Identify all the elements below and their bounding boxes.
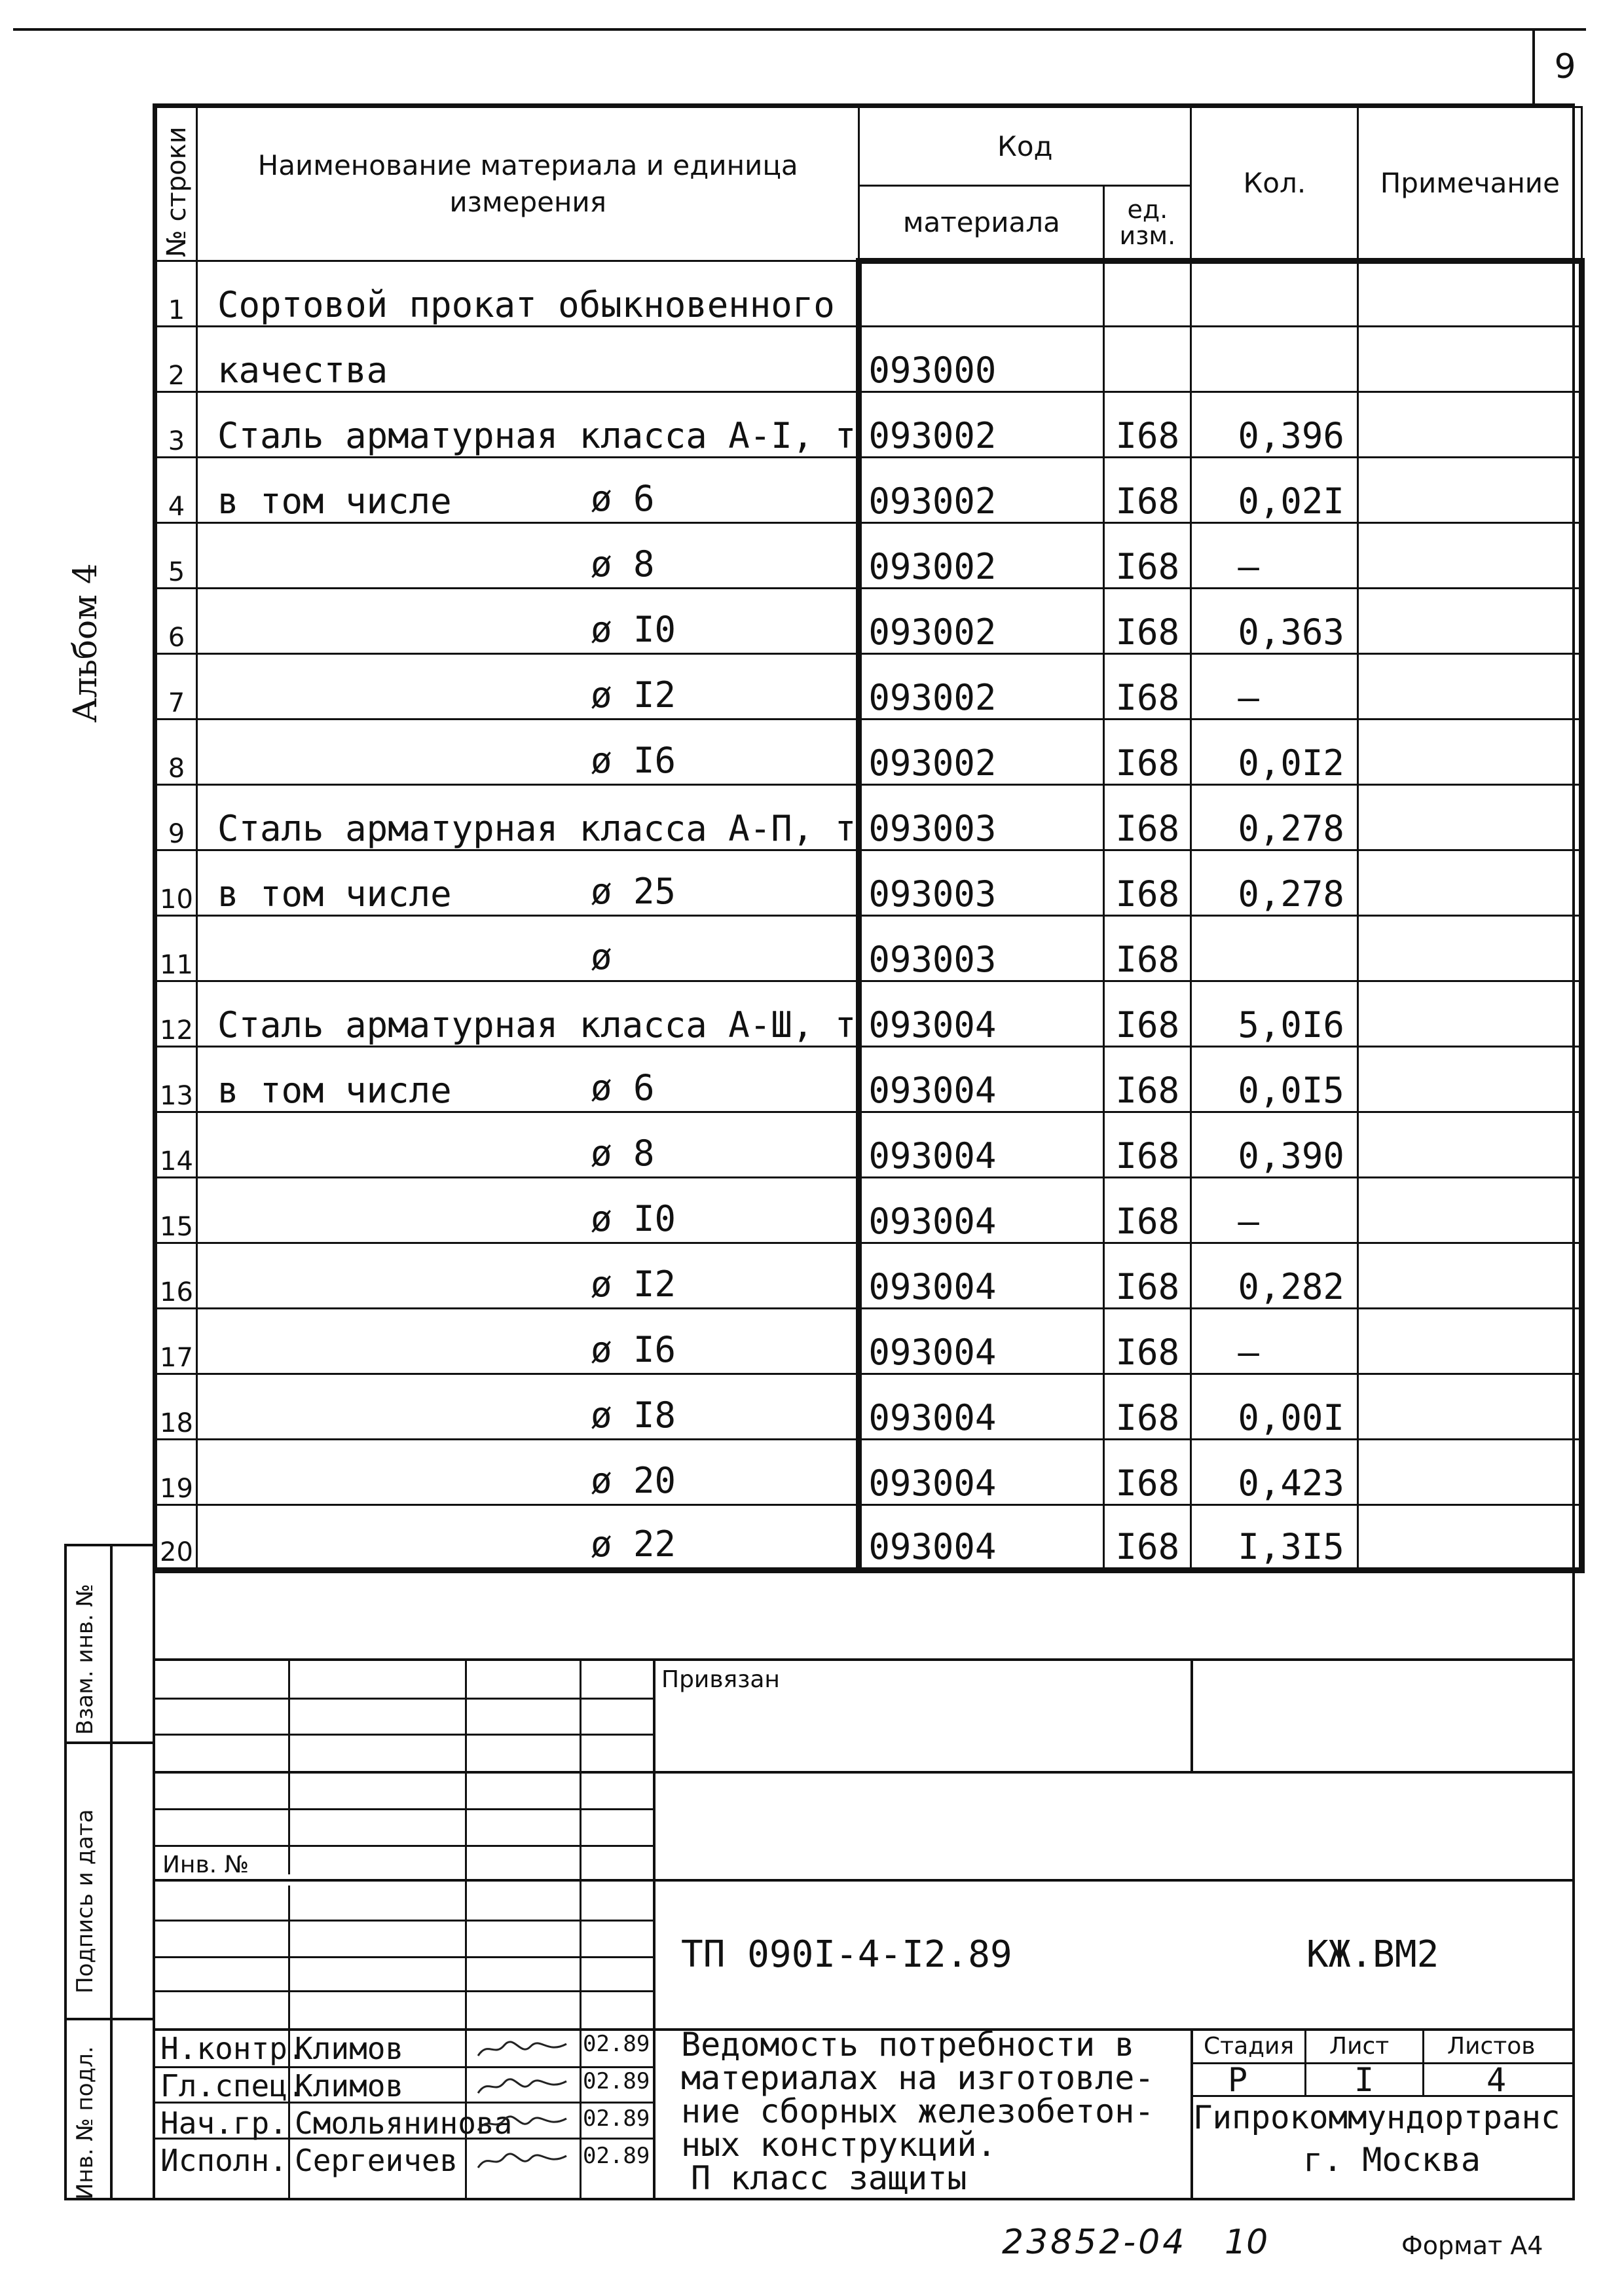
sheets-value: 4 bbox=[1486, 2061, 1507, 2099]
row-unit: I68 bbox=[1104, 1505, 1191, 1571]
table-row bbox=[157, 261, 1582, 327]
row-note bbox=[1358, 1047, 1582, 1112]
row-name: качества bbox=[197, 327, 859, 392]
row-note bbox=[1358, 654, 1582, 720]
row-unit: I68 bbox=[1104, 1047, 1191, 1112]
row-qty: 0,0I2 bbox=[1191, 720, 1358, 785]
table-row bbox=[157, 1243, 1582, 1309]
table-row bbox=[157, 589, 1582, 654]
tb-vline bbox=[1304, 2028, 1306, 2095]
row-qty: 0,363 bbox=[1191, 589, 1358, 654]
row-qty: – bbox=[1191, 1309, 1358, 1374]
row-qty: 0,278 bbox=[1191, 850, 1358, 916]
row-qty: 0,396 bbox=[1191, 392, 1358, 458]
header-name: Наименование материала и единица измерения bbox=[197, 107, 859, 261]
row-diameter: ø 8 bbox=[591, 543, 655, 585]
header-code-material: материала bbox=[859, 186, 1104, 261]
privyazan-label: Привязан bbox=[661, 1666, 780, 1693]
format-label: Формат А4 bbox=[1401, 2231, 1543, 2260]
tb-line bbox=[155, 1879, 1575, 1882]
row-code: 093004 bbox=[859, 1178, 1104, 1243]
table-row bbox=[157, 327, 1582, 392]
album-label: Альбом 4 bbox=[66, 563, 104, 723]
row-unit bbox=[1104, 261, 1191, 327]
row-qty: 0,390 bbox=[1191, 1112, 1358, 1178]
row-name: в том числе ø 6 bbox=[197, 458, 859, 523]
row-code: 093004 bbox=[859, 1112, 1104, 1178]
row-qty: 0,282 bbox=[1191, 1243, 1358, 1309]
row-diameter: ø 22 bbox=[591, 1523, 676, 1565]
row-note bbox=[1358, 916, 1582, 981]
row-note bbox=[1358, 1440, 1582, 1505]
row-qty: – bbox=[1191, 1178, 1358, 1243]
table-row bbox=[157, 523, 1582, 589]
table-row bbox=[157, 1440, 1582, 1505]
row-qty: – bbox=[1191, 523, 1358, 589]
signer-date: 02.89 bbox=[583, 2143, 650, 2169]
doc-mark: КЖ.ВМ2 bbox=[1306, 1933, 1439, 1976]
tb-vline bbox=[1422, 2028, 1424, 2095]
row-unit: I68 bbox=[1104, 523, 1191, 589]
table-row bbox=[157, 916, 1582, 981]
row-name bbox=[197, 654, 859, 720]
row-code: 093002 bbox=[859, 458, 1104, 523]
table-row bbox=[157, 458, 1582, 523]
row-number: 15 bbox=[157, 1178, 197, 1243]
row-qty: 5,0I6 bbox=[1191, 981, 1358, 1047]
table-row bbox=[157, 850, 1582, 916]
row-code: 093004 bbox=[859, 981, 1104, 1047]
row-number: 1 bbox=[157, 261, 197, 327]
table-row bbox=[157, 1178, 1582, 1243]
row-code: 093002 bbox=[859, 720, 1104, 785]
row-qty: – bbox=[1191, 654, 1358, 720]
signature bbox=[475, 2075, 573, 2098]
row-name: Сталь арматурная класса А-I, т bbox=[197, 392, 859, 458]
table-row bbox=[157, 1374, 1582, 1440]
row-number: 10 bbox=[157, 850, 197, 916]
table-row bbox=[157, 1505, 1582, 1571]
row-number: 20 bbox=[157, 1505, 197, 1571]
row-unit: I68 bbox=[1104, 392, 1191, 458]
header-row-no: № строки bbox=[157, 107, 197, 261]
table-row bbox=[157, 1309, 1582, 1374]
row-unit: I68 bbox=[1104, 458, 1191, 523]
row-code bbox=[859, 261, 1104, 327]
tb-vline bbox=[288, 1658, 290, 1874]
signer-role: Нач.гр. bbox=[160, 2105, 287, 2141]
row-unit bbox=[1104, 327, 1191, 392]
row-diameter: ø 6 bbox=[591, 1067, 655, 1108]
row-name bbox=[197, 1243, 859, 1309]
row-note bbox=[1358, 589, 1582, 654]
header-code: Код bbox=[859, 107, 1191, 186]
tb-line bbox=[155, 1845, 653, 1847]
row-qty: 0,00I bbox=[1191, 1374, 1358, 1440]
row-name bbox=[197, 916, 859, 981]
signer-role: Гл.спец. bbox=[160, 2068, 306, 2104]
row-name bbox=[197, 1505, 859, 1571]
row-unit: I68 bbox=[1104, 1243, 1191, 1309]
row-unit: I68 bbox=[1104, 1178, 1191, 1243]
row-diameter: ø I6 bbox=[591, 740, 676, 781]
row-unit: I68 bbox=[1104, 981, 1191, 1047]
signer-role: Исполн. bbox=[160, 2143, 287, 2178]
row-unit: I68 bbox=[1104, 589, 1191, 654]
row-name: Сталь арматурная класса А-Ш, т bbox=[197, 981, 859, 1047]
signature bbox=[475, 2037, 573, 2061]
row-name: в том числе ø 6 bbox=[197, 1047, 859, 1112]
row-note bbox=[1358, 1309, 1582, 1374]
tb-line bbox=[1190, 2062, 1575, 2064]
row-number: 5 bbox=[157, 523, 197, 589]
stage-label: Стадия bbox=[1204, 2033, 1295, 2060]
row-name bbox=[197, 523, 859, 589]
row-name bbox=[197, 1374, 859, 1440]
table-row bbox=[157, 785, 1582, 850]
row-note bbox=[1358, 1243, 1582, 1309]
row-unit: I68 bbox=[1104, 720, 1191, 785]
row-code: 093000 bbox=[859, 327, 1104, 392]
org-city: г. Москва bbox=[1303, 2141, 1481, 2179]
row-code: 093002 bbox=[859, 392, 1104, 458]
footer-page: 10 bbox=[1225, 2223, 1268, 2262]
row-number: 7 bbox=[157, 654, 197, 720]
row-note bbox=[1358, 1178, 1582, 1243]
table-row bbox=[157, 1112, 1582, 1178]
row-unit: I68 bbox=[1104, 1112, 1191, 1178]
row-unit: I68 bbox=[1104, 1440, 1191, 1505]
row-name: Сталь арматурная класса А-П, т bbox=[197, 785, 859, 850]
tb-line bbox=[155, 1771, 1575, 1774]
row-name bbox=[197, 720, 859, 785]
signer-name: Сергеичев bbox=[295, 2143, 458, 2178]
signer-date: 02.89 bbox=[583, 2105, 650, 2132]
row-name bbox=[197, 589, 859, 654]
signer-date: 02.89 bbox=[583, 2068, 650, 2094]
row-note bbox=[1358, 1505, 1582, 1571]
sheets-label: Листов bbox=[1447, 2033, 1536, 2060]
signer-name: Смольянинова bbox=[295, 2105, 513, 2141]
row-code: 093004 bbox=[859, 1309, 1104, 1374]
tb-line bbox=[155, 1734, 653, 1736]
row-qty: I,3I5 bbox=[1191, 1505, 1358, 1571]
row-number: 13 bbox=[157, 1047, 197, 1112]
side-label-podpis: Подпись и дата bbox=[72, 1809, 98, 1994]
row-name bbox=[197, 1309, 859, 1374]
row-number: 18 bbox=[157, 1374, 197, 1440]
row-diameter: ø 8 bbox=[591, 1133, 655, 1174]
side-divider bbox=[110, 1544, 113, 2200]
page-number: 9 bbox=[1554, 47, 1576, 86]
side-label-inv-podl: Инв. № подл. bbox=[72, 2046, 98, 2200]
row-diameter: ø I0 bbox=[591, 609, 676, 650]
signer-name: Климов bbox=[295, 2031, 404, 2066]
row-code: 093002 bbox=[859, 523, 1104, 589]
row-number: 17 bbox=[157, 1309, 197, 1374]
row-diameter: ø I2 bbox=[591, 1264, 676, 1305]
row-unit: I68 bbox=[1104, 785, 1191, 850]
page-box-border bbox=[1532, 28, 1535, 107]
row-qty: 0,278 bbox=[1191, 785, 1358, 850]
row-diameter: ø 6 bbox=[591, 478, 655, 519]
signature bbox=[475, 2112, 573, 2136]
tb-vline bbox=[1190, 1658, 1193, 1771]
row-name bbox=[197, 1440, 859, 1505]
row-code: 093004 bbox=[859, 1243, 1104, 1309]
table-row bbox=[157, 392, 1582, 458]
row-code: 093002 bbox=[859, 654, 1104, 720]
row-code: 093003 bbox=[859, 850, 1104, 916]
table-row bbox=[157, 654, 1582, 720]
tb-vline bbox=[653, 1658, 655, 2200]
table-row bbox=[157, 720, 1582, 785]
row-number: 12 bbox=[157, 981, 197, 1047]
row-name bbox=[197, 1178, 859, 1243]
row-name: Сортовой прокат обыкновенного bbox=[197, 261, 859, 327]
header-qty: Кол. bbox=[1191, 107, 1358, 261]
row-note bbox=[1358, 523, 1582, 589]
tb-line bbox=[155, 1956, 653, 1958]
row-note bbox=[1358, 1374, 1582, 1440]
row-diameter: ø I0 bbox=[591, 1198, 676, 1239]
tb-line bbox=[155, 1808, 653, 1810]
row-number: 3 bbox=[157, 392, 197, 458]
tb-vline bbox=[580, 1658, 581, 2200]
org-name: Гипрокоммундортранс bbox=[1193, 2099, 1560, 2136]
row-qty bbox=[1191, 261, 1358, 327]
row-diameter: ø 25 bbox=[591, 871, 676, 912]
doc-code: ТП 090I-4-I2.89 bbox=[681, 1933, 1012, 1976]
inv-no-label: Инв. № bbox=[162, 1851, 249, 1878]
row-code: 093003 bbox=[859, 785, 1104, 850]
row-code: 093003 bbox=[859, 916, 1104, 981]
tb-line bbox=[155, 1658, 1575, 1661]
row-unit: I68 bbox=[1104, 1309, 1191, 1374]
row-number: 8 bbox=[157, 720, 197, 785]
stage-value: Р bbox=[1228, 2061, 1248, 2099]
row-qty: 0,0I5 bbox=[1191, 1047, 1358, 1112]
row-number: 2 bbox=[157, 327, 197, 392]
row-diameter: ø I6 bbox=[591, 1329, 676, 1370]
row-note bbox=[1358, 392, 1582, 458]
row-code: 093004 bbox=[859, 1374, 1104, 1440]
side-label-vzam: Взам. инв. № bbox=[72, 1584, 98, 1735]
row-number: 14 bbox=[157, 1112, 197, 1178]
row-qty bbox=[1191, 327, 1358, 392]
row-name bbox=[197, 1112, 859, 1178]
row-note bbox=[1358, 785, 1582, 850]
tb-line bbox=[155, 1920, 653, 1922]
row-number: 4 bbox=[157, 458, 197, 523]
row-note bbox=[1358, 981, 1582, 1047]
top-rule bbox=[13, 28, 1586, 31]
signer-role: Н.контр. bbox=[160, 2031, 306, 2066]
row-code: 093002 bbox=[859, 589, 1104, 654]
signer-name: Климов bbox=[295, 2068, 404, 2104]
row-number: 16 bbox=[157, 1243, 197, 1309]
materials-table bbox=[155, 106, 1585, 1573]
row-code: 093004 bbox=[859, 1440, 1104, 1505]
row-qty: 0,02I bbox=[1191, 458, 1358, 523]
row-diameter: ø I8 bbox=[591, 1394, 676, 1436]
signer-date: 02.89 bbox=[583, 2031, 650, 2057]
row-note bbox=[1358, 1112, 1582, 1178]
archive-number: 23852-04 bbox=[1002, 2223, 1187, 2262]
row-note bbox=[1358, 720, 1582, 785]
row-note bbox=[1358, 327, 1582, 392]
row-number: 6 bbox=[157, 589, 197, 654]
row-diameter: ø 20 bbox=[591, 1460, 676, 1501]
row-number: 9 bbox=[157, 785, 197, 850]
table-row bbox=[157, 1047, 1582, 1112]
tb-line bbox=[155, 1698, 653, 1700]
row-unit: I68 bbox=[1104, 850, 1191, 916]
row-note bbox=[1358, 850, 1582, 916]
row-qty bbox=[1191, 916, 1358, 981]
row-code: 093004 bbox=[859, 1047, 1104, 1112]
row-number: 11 bbox=[157, 916, 197, 981]
doc-title: Ведомость потребности в материалах на изготовле- ние сборных железобетон- ных конструкций. П класс защиты bbox=[681, 2026, 1154, 2197]
header-note: Примечание bbox=[1358, 107, 1582, 261]
header-code-unit: ед. изм. bbox=[1104, 186, 1191, 261]
row-diameter: ø I2 bbox=[591, 674, 676, 716]
tb-line bbox=[155, 1990, 653, 1992]
row-diameter: ø bbox=[591, 936, 612, 977]
table-row bbox=[157, 981, 1582, 1047]
signature bbox=[475, 2149, 573, 2173]
row-number: 19 bbox=[157, 1440, 197, 1505]
row-note bbox=[1358, 261, 1582, 327]
sheet-value: I bbox=[1354, 2061, 1375, 2099]
tb-line bbox=[1190, 2095, 1575, 2097]
row-name: в том числе ø 25 bbox=[197, 850, 859, 916]
row-unit: I68 bbox=[1104, 916, 1191, 981]
row-unit: I68 bbox=[1104, 1374, 1191, 1440]
row-unit: I68 bbox=[1104, 654, 1191, 720]
row-qty: 0,423 bbox=[1191, 1440, 1358, 1505]
sheet-label: Лист bbox=[1329, 2033, 1390, 2060]
row-code: 093004 bbox=[859, 1505, 1104, 1571]
row-note bbox=[1358, 458, 1582, 523]
